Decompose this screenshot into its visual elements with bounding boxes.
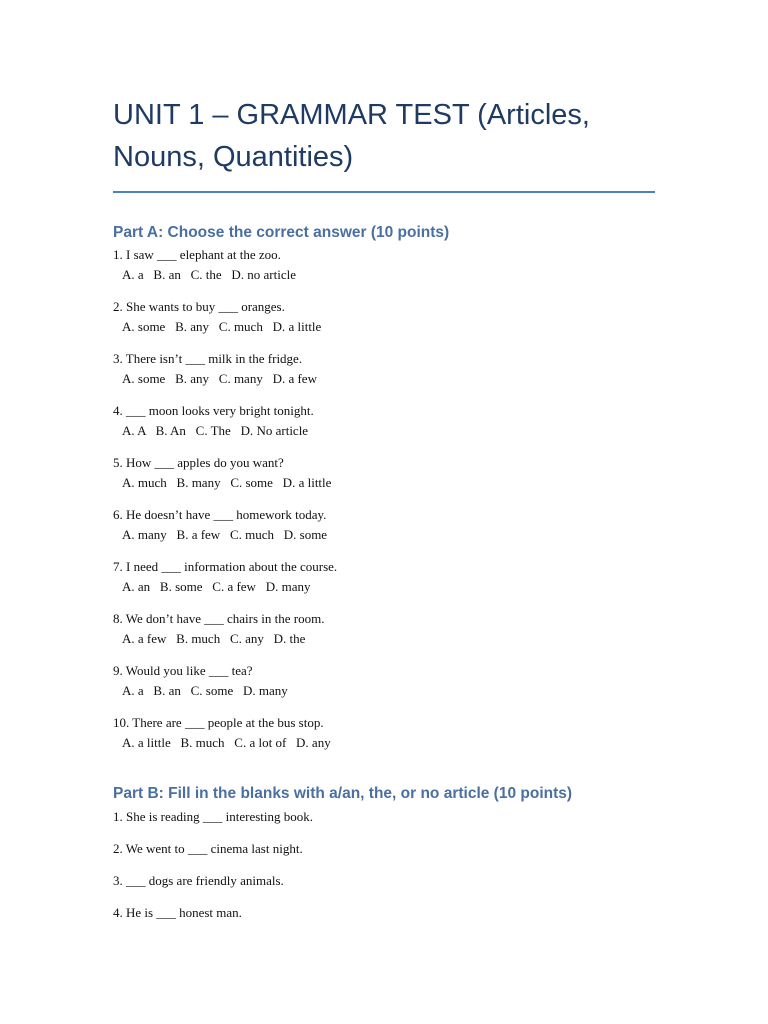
question-item bbox=[113, 245, 655, 285]
part-a-questions bbox=[113, 245, 655, 753]
question-text: 1. I saw ___ elephant at the zoo. bbox=[113, 247, 281, 262]
question-item bbox=[113, 557, 655, 597]
answer-options: A. an B. some C. a few D. many bbox=[122, 579, 311, 594]
question-text: 1. She is reading ___ interesting book. bbox=[113, 809, 314, 824]
question-text: 2. She wants to buy ___ oranges. bbox=[113, 299, 285, 314]
question-text: 3. ___ dogs are friendly animals. bbox=[113, 873, 284, 888]
question-text: 4. ___ moon looks very bright tonight. bbox=[113, 403, 314, 418]
question-item bbox=[113, 661, 655, 701]
question-item bbox=[113, 453, 655, 493]
fill-blank-item bbox=[113, 903, 655, 923]
fill-blank-item bbox=[113, 807, 655, 827]
question-text: 9. Would you like ___ tea? bbox=[113, 663, 253, 678]
answer-options: A. a few B. much C. any D. the bbox=[122, 631, 306, 646]
fill-blank-item bbox=[113, 871, 655, 891]
answer-options: A. A B. An C. The D. No article bbox=[122, 423, 309, 438]
question-item bbox=[113, 609, 655, 649]
answer-options: A. a B. an C. some D. many bbox=[122, 683, 288, 698]
title-divider bbox=[113, 191, 655, 193]
answer-options: A. many B. a few C. much D. some bbox=[122, 527, 328, 542]
answer-options: A. a B. an C. the D. no article bbox=[122, 267, 297, 282]
document-page bbox=[113, 94, 655, 923]
answer-options: A. much B. many C. some D. a little bbox=[122, 475, 332, 490]
question-item bbox=[113, 505, 655, 545]
question-item bbox=[113, 349, 655, 389]
page-title: UNIT 1 – GRAMMAR TEST (Articles, Nouns, Quantities) bbox=[113, 99, 590, 173]
question-item bbox=[113, 401, 655, 441]
answer-options: A. some B. any C. many D. a few bbox=[122, 371, 317, 386]
question-item bbox=[113, 297, 655, 337]
fill-blank-item bbox=[113, 839, 655, 859]
question-text: 5. How ___ apples do you want? bbox=[113, 455, 284, 470]
question-text: 2. We went to ___ cinema last night. bbox=[113, 841, 303, 856]
part-a-heading: Part A: Choose the correct answer (10 points) bbox=[113, 224, 450, 241]
question-item bbox=[113, 713, 655, 753]
question-text: 8. We don’t have ___ chairs in the room. bbox=[113, 611, 325, 626]
question-text: 10. There are ___ people at the bus stop. bbox=[113, 715, 324, 730]
question-text: 3. There isn’t ___ milk in the fridge. bbox=[113, 351, 303, 366]
question-text: 7. I need ___ information about the course. bbox=[113, 559, 338, 574]
question-text: 4. He is ___ honest man. bbox=[113, 905, 242, 920]
answer-options: A. some B. any C. much D. a little bbox=[122, 319, 322, 334]
answer-options: A. a little B. much C. a lot of D. any bbox=[122, 735, 331, 750]
question-text: 6. He doesn’t have ___ homework today. bbox=[113, 507, 327, 522]
part-b-heading: Part B: Fill in the blanks with a/an, the, or no article (10 points) bbox=[113, 785, 573, 802]
part-b-questions bbox=[113, 807, 655, 923]
